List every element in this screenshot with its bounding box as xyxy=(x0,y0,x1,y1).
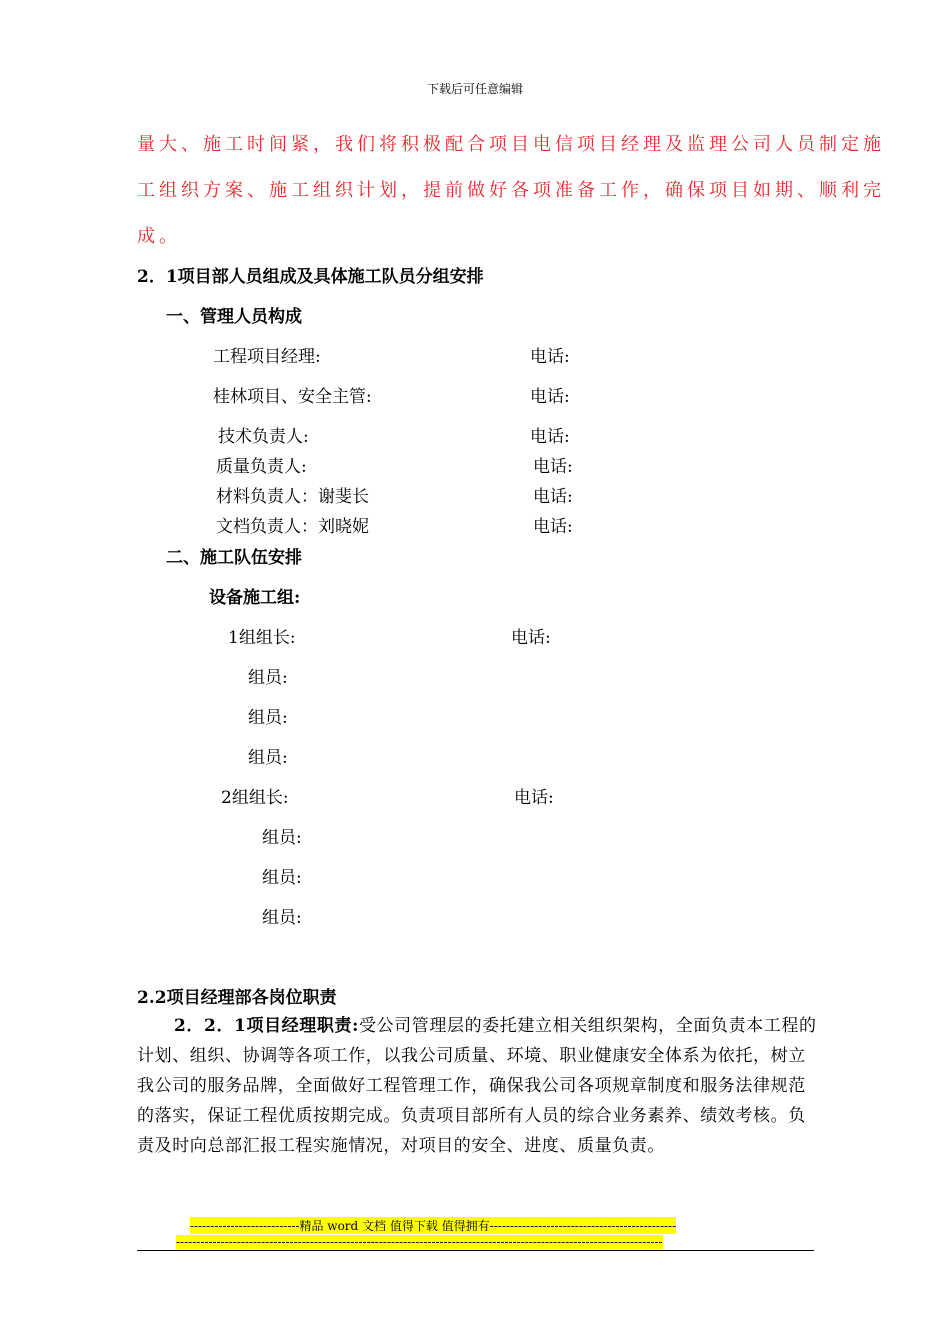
section-2-2-title: 2.2项目经理部各岗位职责 xyxy=(137,988,337,1008)
group-title: 设备施工组: xyxy=(209,588,301,608)
group1-phone: 电话: xyxy=(511,628,551,648)
group1-member: 组员: xyxy=(248,748,288,768)
group2-leader: 2组组长: xyxy=(221,788,289,808)
footer-line-1: ---------------------------精品 word 文档 值得下载 值得拥有---------------------------------------------- xyxy=(190,1219,677,1233)
management-role: 材料负责人：谢斐长 xyxy=(216,487,369,507)
management-phone: 电话: xyxy=(533,487,573,507)
group2-member: 组员: xyxy=(262,908,302,928)
page-header: 下载后可任意编辑 xyxy=(426,82,523,96)
management-role: 桂林项目、安全主管: xyxy=(213,387,372,407)
paragraph-body: 受公司管理层的委托建立相关组织架构，全面负责本工程的计划、组织、协调等各项工作，以我公司质量、环境、职业健康安全体系为依托，树立我公司的服务品牌，全面做好工程管理工作，确保我公司各项规章制度和服务法律规范的落实，保证工程优质按期完成。负责项目部所有人员的综合业务素养、绩效考核。负责及时向总部汇报工程实施情况，对项目的安全、进度、质量负责。 xyxy=(137,1016,817,1156)
management-role: 文档负责人：刘晓妮 xyxy=(216,517,369,537)
footer-line-2: ------------------------------------------------------------------------------------------------------------------------ xyxy=(176,1235,663,1249)
group2-member: 组员: xyxy=(262,828,302,848)
section-2-1-title: 2．1项目部人员组成及具体施工队员分组安排 xyxy=(137,267,484,287)
management-role: 质量负责人: xyxy=(216,457,307,477)
management-phone: 电话: xyxy=(533,457,573,477)
management-role: 工程项目经理: xyxy=(213,347,321,367)
intro-line-3: 成。 xyxy=(137,226,181,247)
management-phone: 电话: xyxy=(530,427,570,447)
group2-member: 组员: xyxy=(262,868,302,888)
intro-line-2: 工组织方案、施工组织计划，提前做好各项准备工作，确保项目如期、顺利完 xyxy=(137,180,885,201)
management-phone: 电话: xyxy=(533,517,573,537)
management-phone: 电话: xyxy=(530,347,570,367)
footer-divider xyxy=(137,1250,814,1251)
management-phone: 电话: xyxy=(530,387,570,407)
section-2-2-paragraph xyxy=(137,1011,817,1161)
group2-phone: 电话: xyxy=(514,788,554,808)
group1-member: 组员: xyxy=(248,708,288,728)
paragraph-subtitle: 2．2．1项目经理职责: xyxy=(174,1016,359,1036)
group1-leader: 1组组长: xyxy=(228,628,296,648)
group1-member: 组员: xyxy=(248,668,288,688)
management-title: 一、管理人员构成 xyxy=(166,307,302,327)
team-title: 二、施工队伍安排 xyxy=(166,548,302,568)
management-role: 技术负责人: xyxy=(218,427,309,447)
intro-line-1: 量大、施工时间紧，我们将积极配合项目电信项目经理及监理公司人员制定施 xyxy=(137,134,885,155)
